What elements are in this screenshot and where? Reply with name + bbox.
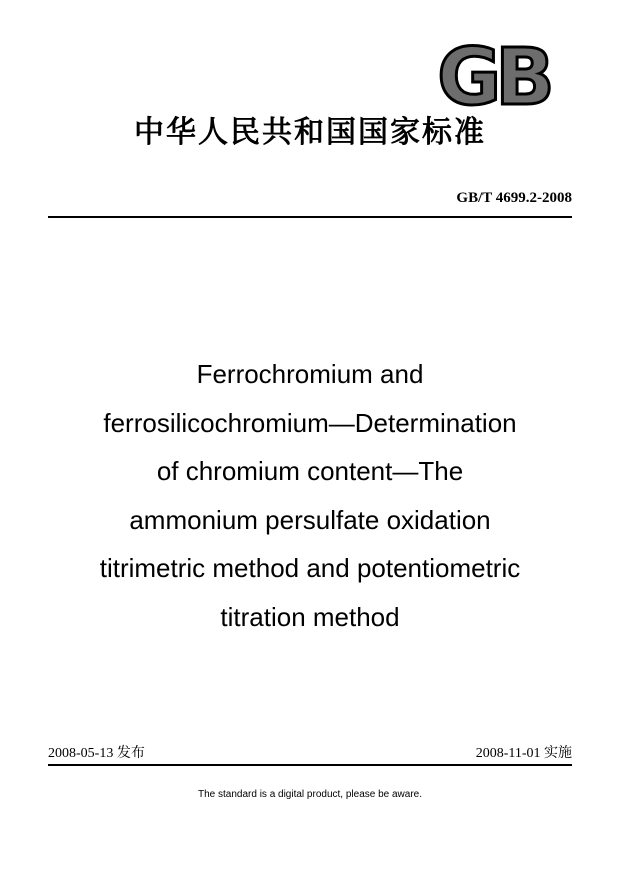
implement-date: 2008-11-01 bbox=[475, 746, 541, 761]
gb-logo bbox=[428, 38, 558, 112]
top-divider bbox=[48, 216, 572, 218]
issue-date: 2008-05-13 bbox=[48, 746, 114, 761]
issue-date-group bbox=[48, 744, 145, 763]
implement-label: 实施 bbox=[544, 745, 572, 761]
date-row bbox=[48, 744, 572, 762]
gb-logo-icon bbox=[428, 38, 558, 112]
document-title bbox=[40, 350, 580, 641]
digital-notice: The standard is a digital product, please be aware. bbox=[197, 789, 423, 800]
title-line: ammonium persulfate oxidation bbox=[129, 504, 491, 535]
implement-date-group bbox=[476, 744, 572, 763]
title-line: titration method bbox=[220, 601, 400, 632]
bottom-divider bbox=[48, 764, 572, 766]
standard-code: GB/T 4699.2-2008 bbox=[456, 190, 572, 206]
title-line: Ferrochromium and bbox=[196, 359, 424, 389]
title-line: ferrosilicochromium—Determination bbox=[103, 407, 517, 438]
header-title: 中华人民共和国国家标准 bbox=[134, 115, 486, 150]
title-line: titrimetric method and potentiometric bbox=[99, 553, 521, 583]
issue-label: 发布 bbox=[116, 745, 145, 761]
title-line: of chromium content—The bbox=[156, 456, 464, 486]
gb-logo-text: GB bbox=[437, 38, 549, 112]
